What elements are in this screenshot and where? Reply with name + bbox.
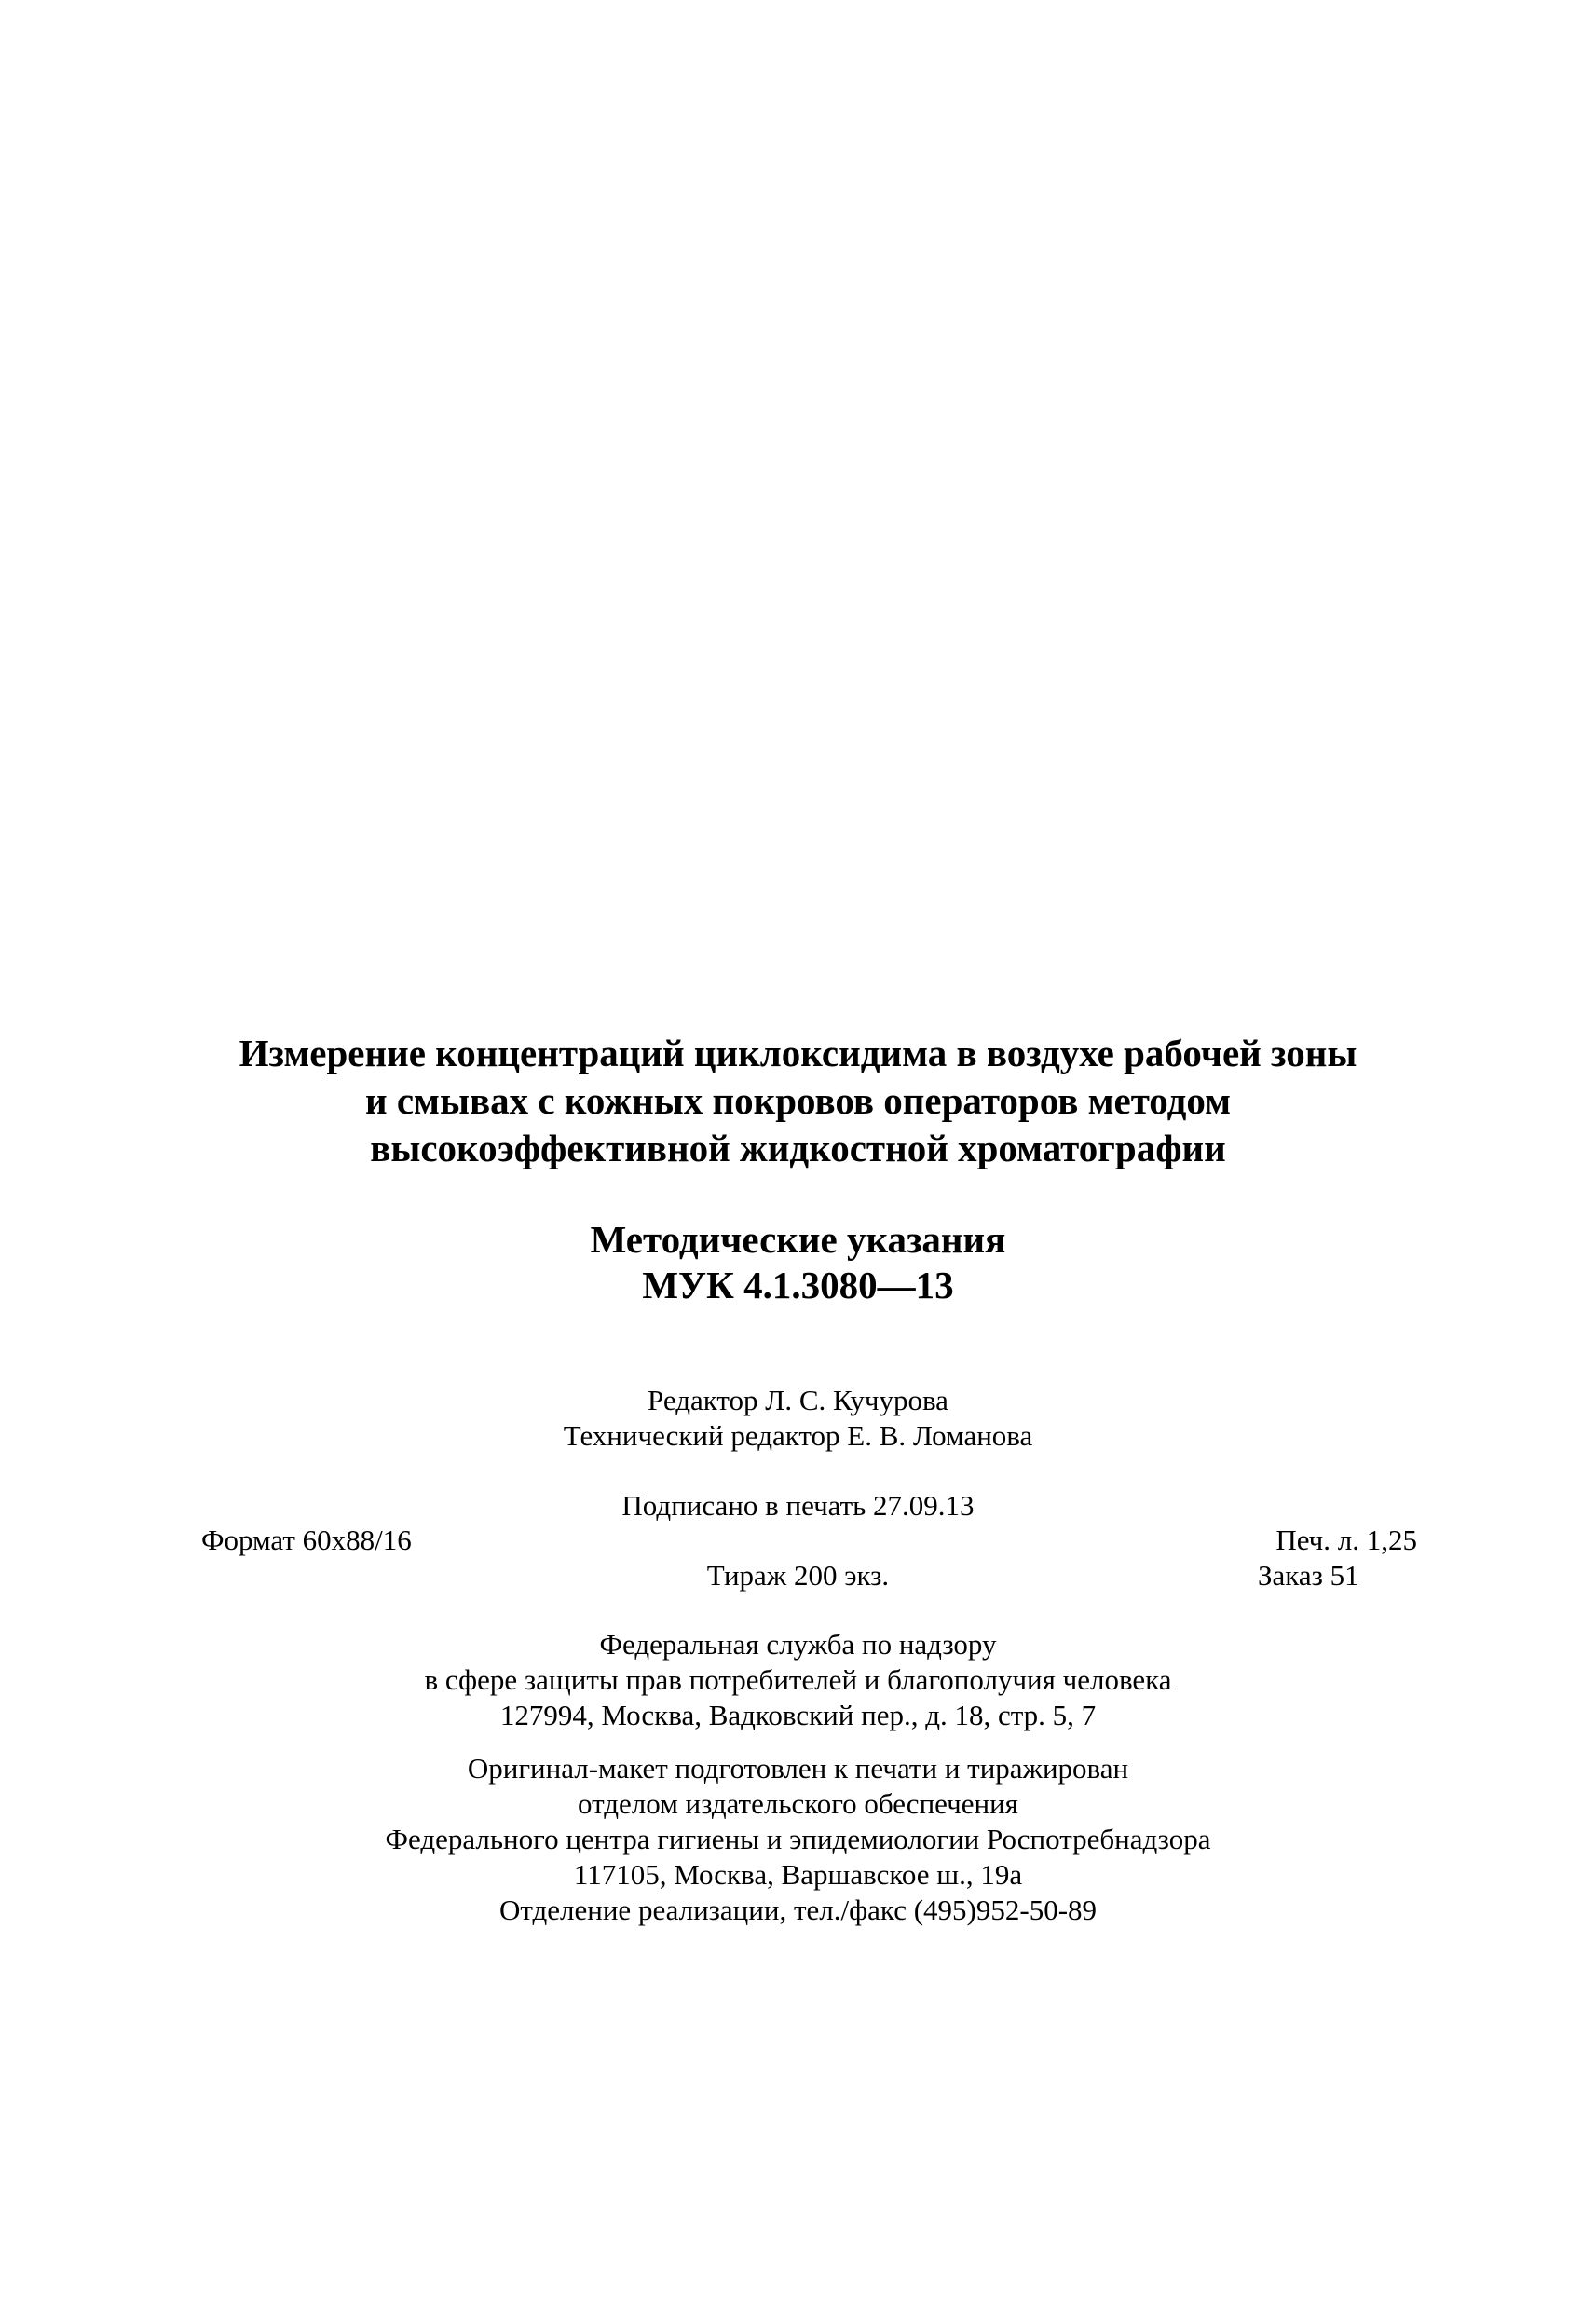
title-line: высокоэффективной жидкостной хроматографии: [370, 1127, 1226, 1169]
doc-type-label: Методические указания: [590, 1218, 1006, 1261]
printer-block: [0, 1751, 1596, 1928]
publisher-line: в сфере защиты прав потребителей и благополучия человека: [424, 1663, 1172, 1696]
print-format: Формат 60x88/16: [201, 1524, 412, 1556]
print-sheets: Печ. л. 1,25: [1275, 1524, 1417, 1556]
print-order: Заказ 51: [1258, 1559, 1359, 1592]
printer-line: Федерального центра гигиены и эпидемиологии Роспотребнадзора: [385, 1823, 1211, 1855]
printer-line: Оригинал-макет подготовлен к печати и тиражирован: [467, 1752, 1129, 1785]
tech-editor-credit: Технический редактор Е. В. Ломанова: [563, 1419, 1033, 1452]
printer-line: отделом издательского обеспечения: [578, 1787, 1018, 1820]
signed-date: Подписано в печать 27.09.13: [621, 1489, 975, 1522]
print-signed: [0, 1488, 1596, 1524]
staff-credits: [0, 1383, 1596, 1454]
editor-credit: Редактор Л. С. Кучурова: [648, 1384, 948, 1416]
publisher-address: 127994, Москва, Вадковский пер., д. 18, стр. 5, 7: [499, 1699, 1097, 1731]
printer-address: 117105, Москва, Варшавское ш., 19а: [573, 1858, 1023, 1891]
publisher-line: Федеральная служба по надзору: [599, 1628, 997, 1661]
publisher-block: [0, 1627, 1596, 1733]
document-type: [0, 1217, 1596, 1308]
document-title: [0, 1030, 1596, 1172]
title-line: и смывах с кожных покровов операторов методом: [364, 1079, 1232, 1122]
printer-contact: Отделение реализации, тел./факс (495)952-50-89: [498, 1894, 1098, 1926]
print-run: Тираж 200 экз.: [706, 1559, 890, 1592]
title-line: Измерение концентраций циклоксидима в воздухе рабочей зоны: [239, 1032, 1357, 1074]
doc-code: МУК 4.1.3080—13: [642, 1264, 954, 1306]
